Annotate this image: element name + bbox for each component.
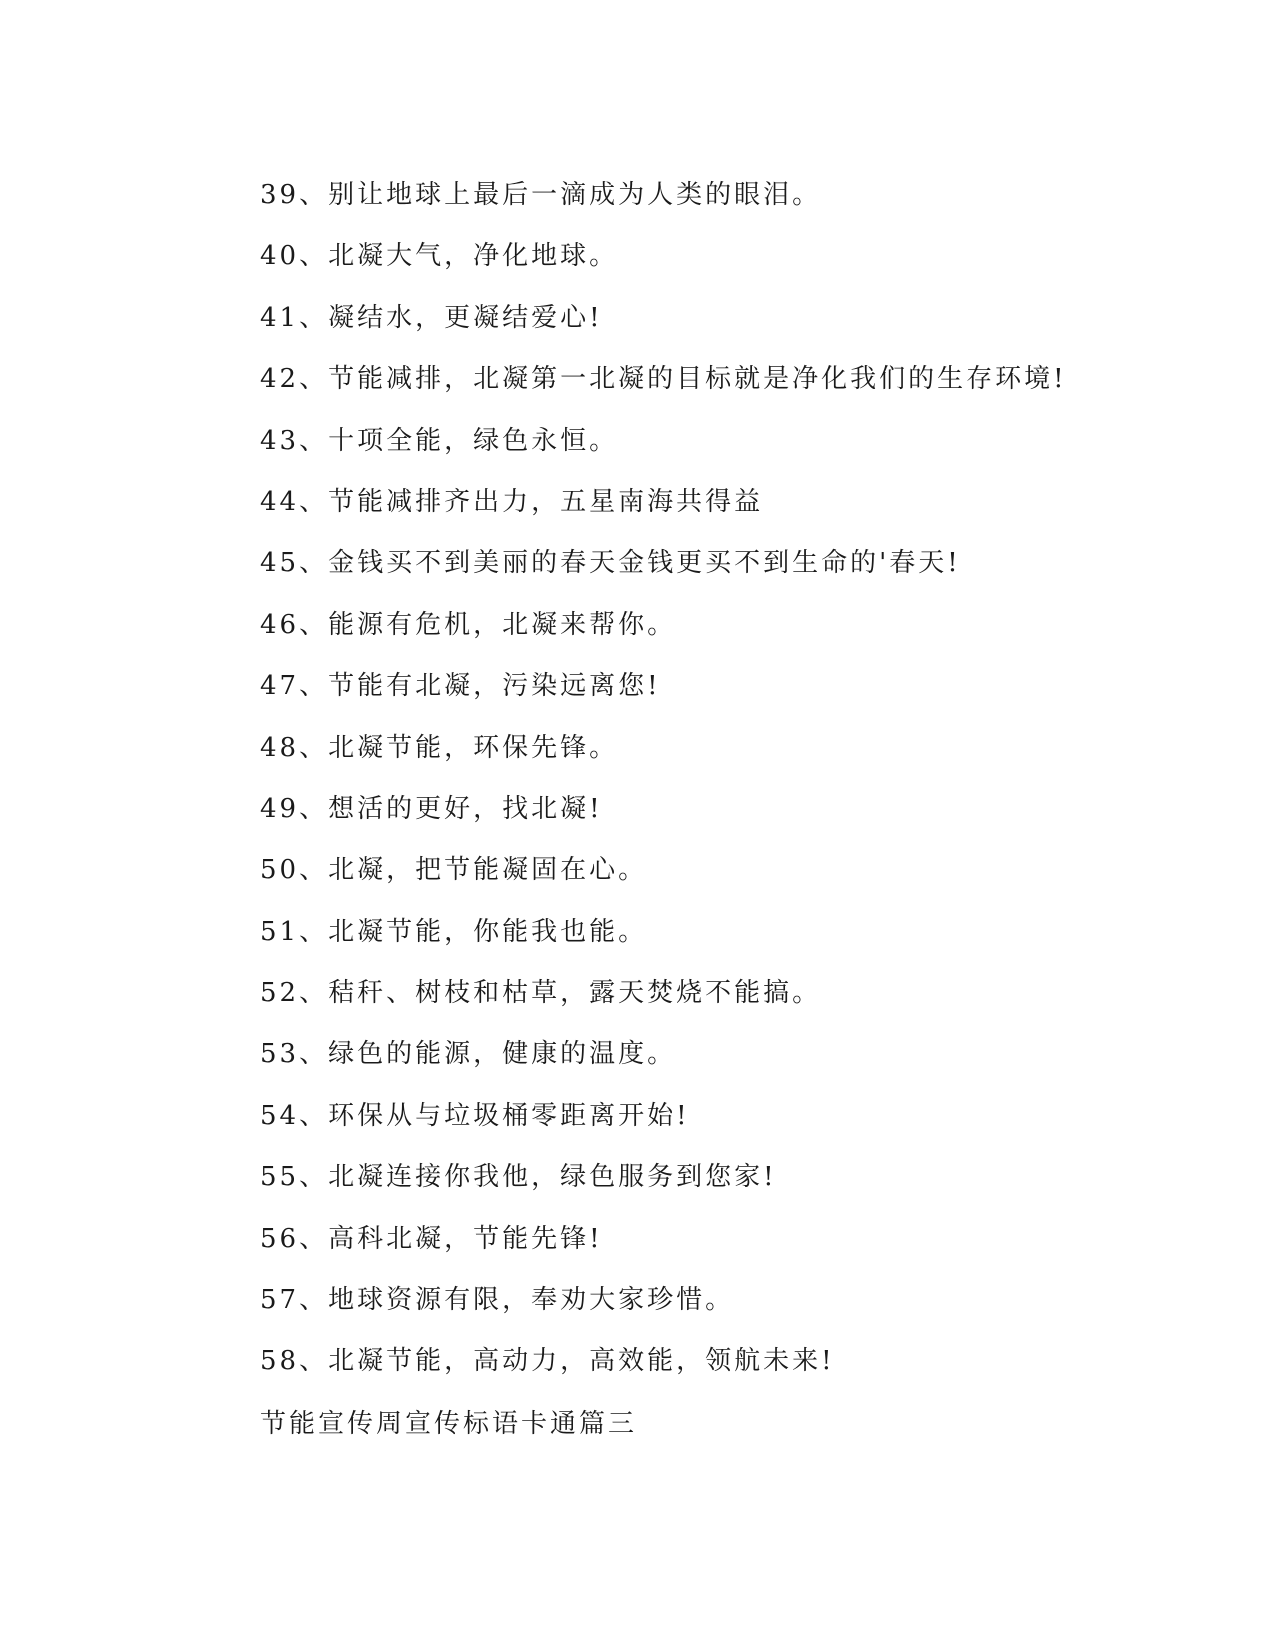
slogan-item: 56、高科北凝，节能先锋! — [260, 1223, 603, 1254]
slogan-item: 46、能源有危机，北凝来帮你。 — [260, 609, 677, 640]
slogan-list — [260, 165, 1160, 1393]
slogan-item: 44、节能减排齐出力，五星南海共得益 — [260, 486, 764, 517]
slogan-item: 53、绿色的能源，健康的温度。 — [260, 1039, 677, 1070]
slogan-item: 42、节能减排，北凝第一北凝的目标就是净化我们的生存环境! — [260, 364, 1067, 395]
slogan-item: 58、北凝节能，高动力，高效能，领航未来! — [260, 1346, 835, 1377]
slogan-item: 40、北凝大气，净化地球。 — [260, 241, 619, 272]
slogan-item: 47、节能有北凝，污染远离您! — [260, 671, 661, 702]
slogan-item: 52、秸秆、树枝和枯草，露天焚烧不能搞。 — [260, 978, 822, 1009]
slogan-item: 51、北凝节能，你能我也能。 — [260, 916, 648, 947]
section-heading: 节能宣传周宣传标语卡通篇三 — [260, 1409, 638, 1439]
slogan-item: 49、想活的更好，找北凝! — [260, 793, 603, 824]
slogan-item: 55、北凝连接你我他，绿色服务到您家! — [260, 1162, 777, 1193]
slogan-item: 57、地球资源有限，奉劝大家珍惜。 — [260, 1285, 735, 1316]
slogan-item: 45、金钱买不到美丽的春天金钱更买不到生命的'春天! — [260, 548, 961, 579]
slogan-item: 39、别让地球上最后一滴成为人类的眼泪。 — [260, 180, 822, 210]
slogan-item: 54、环保从与垃圾桶零距离开始! — [260, 1100, 690, 1131]
slogan-item: 41、凝结水，更凝结爱心! — [260, 302, 603, 333]
slogan-item: 43、十项全能，绿色永恒。 — [260, 425, 619, 456]
slogan-item: 50、北凝，把节能凝固在心。 — [260, 855, 648, 886]
slogan-item: 48、北凝节能，环保先锋。 — [260, 732, 619, 763]
